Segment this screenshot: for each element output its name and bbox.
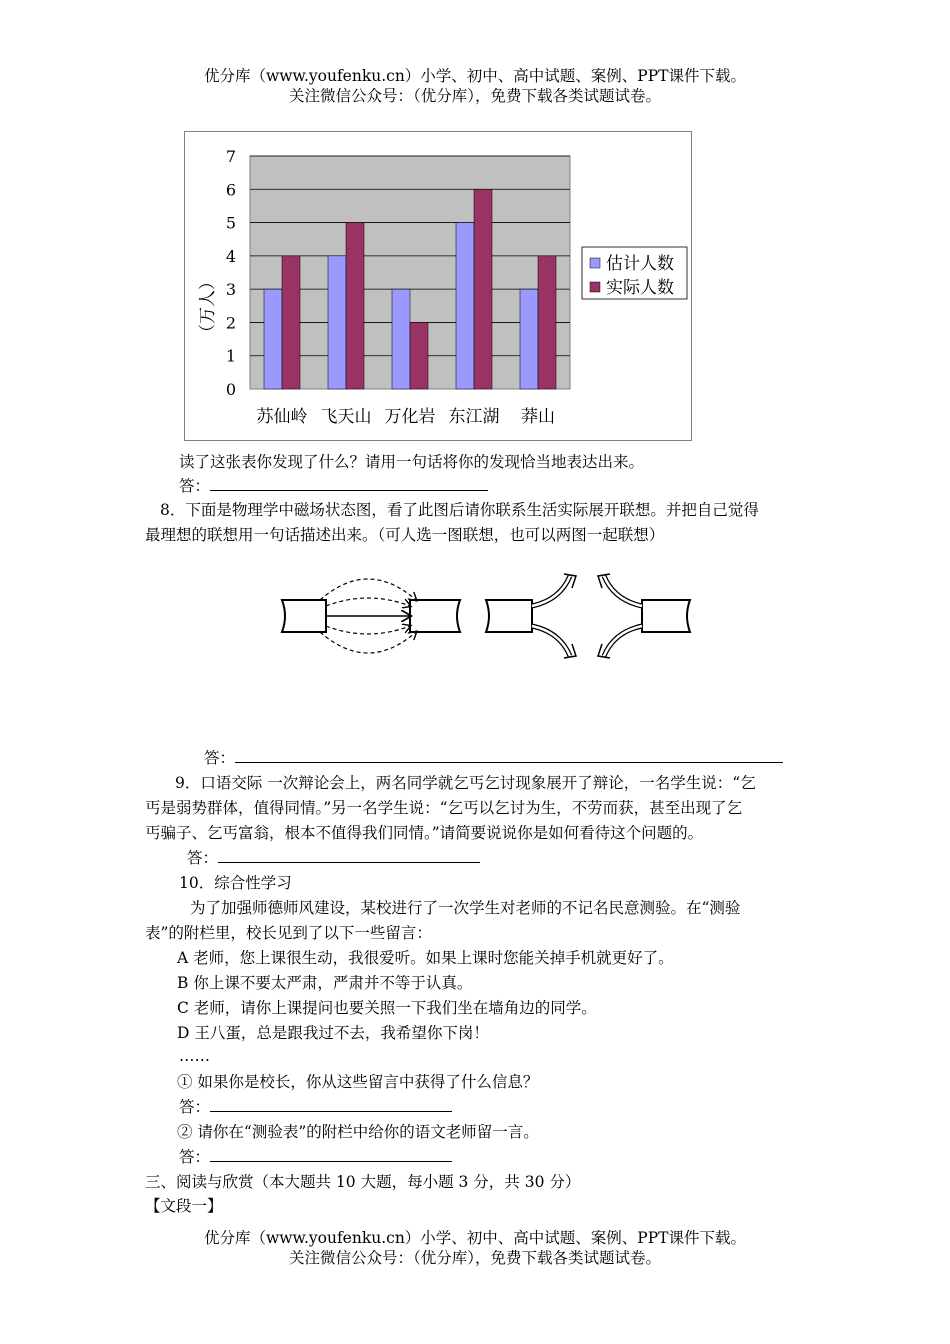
magnet-pair-repel xyxy=(486,574,690,658)
bar-actual xyxy=(282,256,300,389)
q10-answer-1-blank[interactable] xyxy=(210,1097,452,1112)
passage-1-heading: 【文段一】 xyxy=(145,1197,223,1215)
bar-actual xyxy=(474,189,492,389)
y-tick-label: 7 xyxy=(225,147,236,166)
y-tick-label: 5 xyxy=(225,213,236,233)
q10-answer-2-label: 答： xyxy=(179,1148,211,1166)
x-tick-label: 东江湖 xyxy=(448,407,500,427)
magnet-right xyxy=(410,600,460,632)
q10-intro-2: 表”的附栏里，校长见到了以下一些留言： xyxy=(145,924,432,942)
bar-actual xyxy=(538,256,556,389)
bar-estimated xyxy=(328,256,346,389)
q9-line-3: 丐骗子、乞丐富翁，根本不值得我们同情。”请简要说说你是如何看待这个问题的。 xyxy=(145,824,704,842)
x-tick-label: 飞天山 xyxy=(320,407,372,427)
x-tick-label: 莽山 xyxy=(521,407,555,427)
y-tick-label: 1 xyxy=(225,346,236,366)
legend-label: 实际人数 xyxy=(606,278,674,298)
bar-estimated xyxy=(264,289,282,389)
footer-line-2: 关注微信公众号：（优分库），免费下载各类试题试卷。 xyxy=(288,1249,661,1267)
bar-estimated xyxy=(392,289,410,389)
q9-line-2: 丐是弱势群体，值得同情。”另一名学生说：“乞丐以乞讨为生，不劳而获，甚至出现了乞 xyxy=(145,799,743,817)
q10-ellipsis: …… xyxy=(179,1047,210,1065)
q8-answer-label: 答： xyxy=(204,749,236,767)
x-tick-label: 万化岩 xyxy=(384,407,436,427)
q8-answer xyxy=(204,748,783,768)
q10-intro-1: 为了加强师德师风建设，某校进行了一次学生对老师的不记名民意测验。在“测验 xyxy=(190,899,741,917)
q10-answer-1-label: 答： xyxy=(179,1098,211,1116)
q10-message-c: C 老师，请你上课提问也要关照一下我们坐在墙角边的同学。 xyxy=(177,999,597,1017)
chart-svg xyxy=(185,132,691,440)
q10-message-d: D 王八蛋，总是跟我过不去，我希望你下岗！ xyxy=(177,1024,489,1042)
bar-actual xyxy=(346,223,364,389)
q9-answer xyxy=(187,848,480,868)
q10-sub-question-2: ② 请你在“测验表”的附栏中给你的语文老师留一言。 xyxy=(177,1123,539,1141)
q10-title: 10．综合性学习 xyxy=(179,874,292,892)
legend-swatch xyxy=(590,282,600,292)
footer-line-1: 优分库（www.youfenku.cn）小学、初中、高中试题、案例、PPT课件下载。 xyxy=(203,1229,747,1247)
header-line-1: 优分库（www.youfenku.cn）小学、初中、高中试题、案例、PPT课件下载。 xyxy=(203,67,747,85)
q7-answer xyxy=(179,476,488,496)
magnet-left xyxy=(282,600,326,632)
legend-label: 估计人数 xyxy=(606,254,674,274)
bar-chart xyxy=(184,131,692,441)
q8-line-2: 最理想的联想用一句话描述出来。（可人选一图联想，也可以两图一起联想） xyxy=(145,526,665,544)
bar-estimated xyxy=(520,289,538,389)
q10-answer-1 xyxy=(179,1097,452,1117)
q8-answer-blank[interactable] xyxy=(235,748,783,763)
magnet-repel-right xyxy=(642,600,690,632)
x-tick-label: 苏仙岭 xyxy=(256,407,308,427)
q10-answer-2-blank[interactable] xyxy=(210,1147,452,1162)
section-3-title: 三、阅读与欣赏（本大题共 10 大题，每小题 3 分，共 30 分） xyxy=(145,1173,581,1191)
q10-message-a: A 老师，您上课很生动，我很爱听。如果上课时您能关掉手机就更好了。 xyxy=(177,949,674,967)
q7-prompt: 读了这张表你发现了什么？请用一句话将你的发现恰当地表达出来。 xyxy=(179,453,645,471)
bar-estimated xyxy=(456,223,474,389)
magnet-pair-attract xyxy=(282,579,460,653)
q10-sub-question-1: ① 如果你是校长，你从这些留言中获得了什么信息？ xyxy=(177,1073,539,1091)
q9-answer-label: 答： xyxy=(187,849,219,867)
q7-answer-blank[interactable] xyxy=(210,476,488,491)
q7-answer-label: 答： xyxy=(179,477,211,495)
y-tick-label: 3 xyxy=(225,280,236,300)
magnetic-field-diagram xyxy=(270,560,730,670)
q9-line-1: 9．口语交际 一次辩论会上，两名同学就乞丐乞讨现象展开了辩论，一名学生说：“乞 xyxy=(175,774,756,792)
header-line-2: 关注微信公众号：（优分库），免费下载各类试题试卷。 xyxy=(288,87,661,105)
y-tick-label: 4 xyxy=(225,246,236,266)
y-tick-label: 2 xyxy=(225,313,236,333)
q9-answer-blank[interactable] xyxy=(218,848,480,863)
q10-answer-2 xyxy=(179,1147,452,1167)
bar-actual xyxy=(410,322,428,389)
y-tick-label: 6 xyxy=(225,180,236,200)
q10-message-b: B 你上课不要太严肃，严肃并不等于认真。 xyxy=(177,974,473,992)
magnet-repel-left xyxy=(486,600,532,632)
y-tick-label: 0 xyxy=(225,380,236,399)
q8-line-1: 8．下面是物理学中磁场状态图，看了此图后请你联系生活实际展开联想。并把自己觉得 xyxy=(160,501,759,519)
chart-ylabel: （万人） xyxy=(198,273,218,341)
legend-swatch xyxy=(590,258,600,268)
